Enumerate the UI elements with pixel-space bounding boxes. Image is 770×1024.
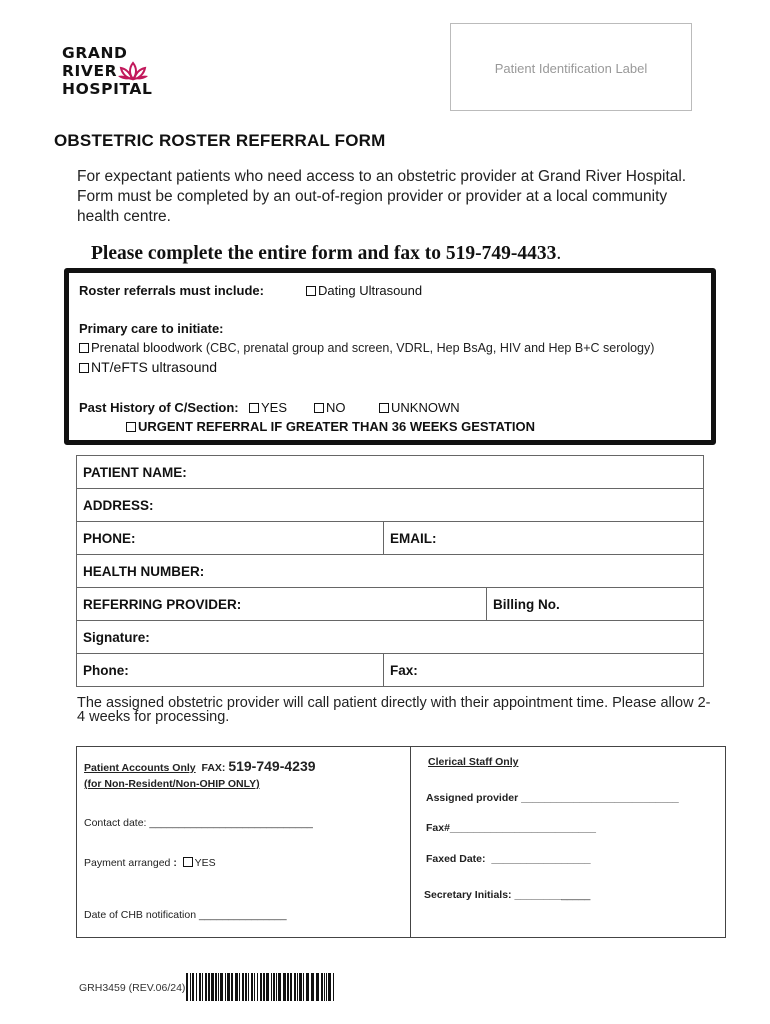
processing-note: The assigned obstetric provider will call patient directly with their appointment time. Please allow 2-4 weeks for processing. [77, 695, 711, 725]
patient-id-label-text: Patient Identification Label [494, 61, 648, 76]
barcode-bar [245, 973, 247, 1001]
barcode-bar [208, 973, 210, 1001]
nt-efts-checkbox[interactable] [79, 363, 89, 373]
csection-no-checkbox[interactable] [314, 403, 324, 413]
barcode-bar [196, 973, 197, 1001]
barcode-bar [278, 973, 281, 1001]
payment-colon: : [173, 857, 177, 869]
urgent-referral-option[interactable] [126, 419, 535, 434]
nt-efts-label: NT/eFTS ultrasound [91, 359, 218, 375]
billing-no-field[interactable]: Billing No. [487, 588, 704, 621]
secretary-initials-label: Secretary Initials: ________ [424, 889, 562, 901]
patient-id-label-box[interactable] [450, 23, 692, 111]
patient-name-field[interactable]: PATIENT NAME: [77, 456, 704, 489]
barcode-bar [242, 973, 244, 1001]
faxed-date-line: _________________ [491, 853, 591, 865]
prenatal-bloodwork-label: Prenatal bloodwork [91, 340, 203, 355]
contact-date-field[interactable]: Contact date: ____________________________ [84, 817, 313, 829]
barcode-bar [273, 973, 275, 1001]
referring-provider-field[interactable]: REFERRING PROVIDER: [77, 588, 487, 621]
nt-efts-option[interactable] [79, 359, 217, 375]
form-code: GRH3459 (REV.06/24) [79, 982, 186, 994]
logo-line-2: RIVER [62, 62, 118, 80]
barcode-image [186, 973, 336, 1001]
csection-unknown-option[interactable] [379, 400, 460, 415]
accounts-only-label: Patient Accounts Only [84, 762, 196, 774]
barcode-bar [257, 973, 258, 1001]
form-title: OBSTETRIC ROSTER REFERRAL FORM [54, 131, 386, 150]
signature-field[interactable]: Signature: [77, 621, 704, 654]
barcode-bar [283, 973, 286, 1001]
barcode-bar [239, 973, 240, 1001]
secretary-initials-tail: _____ [561, 889, 591, 901]
prenatal-bloodwork-checkbox[interactable] [79, 343, 89, 353]
accounts-header [84, 758, 316, 774]
office-divider [410, 747, 411, 937]
health-number-field[interactable]: HEALTH NUMBER: [77, 555, 704, 588]
accounts-fax-number: 519-749-4239 [228, 758, 316, 774]
phone-field[interactable]: PHONE: [77, 522, 384, 555]
barcode-bar [328, 973, 331, 1001]
barcode-bar [192, 973, 194, 1001]
patient-info-table [76, 455, 704, 687]
chb-date-field[interactable]: Date of CHB notification _______________ [84, 909, 287, 921]
prenatal-bloodwork-option[interactable] [79, 340, 654, 355]
barcode-bar [276, 973, 277, 1001]
csection-label: Past History of C/Section: [79, 400, 239, 415]
roster-label: Roster referrals must include: [79, 283, 264, 298]
primary-care-label: Primary care to initiate: [79, 321, 224, 336]
barcode-bar [299, 973, 302, 1001]
barcode-bar [227, 973, 230, 1001]
fax-instruction [91, 243, 561, 265]
assigned-provider-field[interactable]: Assigned provider ___________________________ [426, 792, 679, 804]
barcode-bar [254, 973, 255, 1001]
barcode-bar [248, 973, 249, 1001]
intro-text: For expectant patients who need access to an obstetric provider at Grand River Hospital. Form must be completed by an out-of-region provider or provider at a local community health centre. [77, 168, 687, 225]
barcode-bar [326, 973, 327, 1001]
payment-arranged[interactable] [84, 857, 216, 869]
accounts-fax-label: FAX: [201, 762, 226, 774]
email-field[interactable]: EMAIL: [384, 522, 704, 555]
csection-yes-checkbox[interactable] [249, 403, 259, 413]
barcode-bar [297, 973, 298, 1001]
barcode-bar [231, 973, 233, 1001]
csection-unknown-label: UNKNOWN [391, 400, 460, 415]
barcode-bar [316, 973, 319, 1001]
barcode-bar [235, 973, 238, 1001]
barcode-bar [333, 973, 334, 1001]
barcode-bar [220, 973, 223, 1001]
csection-no-option[interactable] [314, 400, 346, 415]
urgent-referral-label: URGENT REFERRAL IF GREATER THAN 36 WEEKS GESTATION [138, 419, 536, 434]
barcode-bar [260, 973, 262, 1001]
prenatal-bloodwork-detail: (CBC, prenatal group and screen, VDRL, Hep BsAg, HIV and Hep B+C serology) [205, 341, 655, 355]
barcode-bar [303, 973, 304, 1001]
barcode-bar [311, 973, 314, 1001]
csection-unknown-checkbox[interactable] [379, 403, 389, 413]
provider-fax-field[interactable]: Fax: [384, 654, 704, 687]
urgent-referral-checkbox[interactable] [126, 422, 136, 432]
barcode-bar [251, 973, 253, 1001]
barcode-bar [202, 973, 203, 1001]
hospital-logo [62, 44, 152, 98]
fax-instruction-period: . [556, 243, 562, 264]
barcode-bar [225, 973, 226, 1001]
csection-no-label: NO [326, 400, 346, 415]
address-field[interactable]: ADDRESS: [77, 489, 704, 522]
barcode-bar [266, 973, 269, 1001]
non-resident-label: (for Non-Resident/Non-OHIP ONLY) [84, 778, 260, 790]
barcode-bar [263, 973, 265, 1001]
lotus-icon [118, 61, 148, 81]
barcode-bar [294, 973, 296, 1001]
barcode-bar [290, 973, 292, 1001]
dating-ultrasound-label: Dating Ultrasound [318, 283, 423, 298]
provider-phone-field[interactable]: Phone: [77, 654, 384, 687]
faxed-date-field[interactable] [426, 853, 591, 865]
dating-ultrasound-checkbox[interactable] [306, 286, 316, 296]
csection-yes-option[interactable] [249, 400, 287, 415]
logo-line-1: GRAND [62, 44, 128, 62]
barcode-bar [321, 973, 323, 1001]
fax-instruction-text: Please complete the entire form and fax to 519-749-4433 [91, 243, 557, 264]
barcode-bar [199, 973, 201, 1001]
barcode-bar [205, 973, 207, 1001]
secretary-initials-field[interactable] [424, 889, 590, 901]
dating-ultrasound-option[interactable] [306, 283, 422, 298]
csection-yes-label: YES [261, 400, 288, 415]
barcode-bar [211, 973, 214, 1001]
payment-yes-checkbox[interactable] [183, 857, 193, 867]
logo-line-3: HOSPITAL [62, 80, 153, 98]
fax-number-field[interactable]: Fax#_________________________ [426, 822, 596, 834]
payment-yes-label: YES [194, 857, 216, 869]
barcode-bar [287, 973, 289, 1001]
clerical-staff-label: Clerical Staff Only [428, 756, 519, 768]
barcode-bar [215, 973, 217, 1001]
barcode-bar [306, 973, 309, 1001]
barcode-bar [218, 973, 219, 1001]
barcode-bar [186, 973, 188, 1001]
faxed-date-label: Faxed Date: [426, 853, 486, 865]
payment-arranged-label: Payment arranged [84, 857, 171, 869]
barcode-bar [190, 973, 191, 1001]
barcode-bar [324, 973, 325, 1001]
barcode-bar [271, 973, 272, 1001]
